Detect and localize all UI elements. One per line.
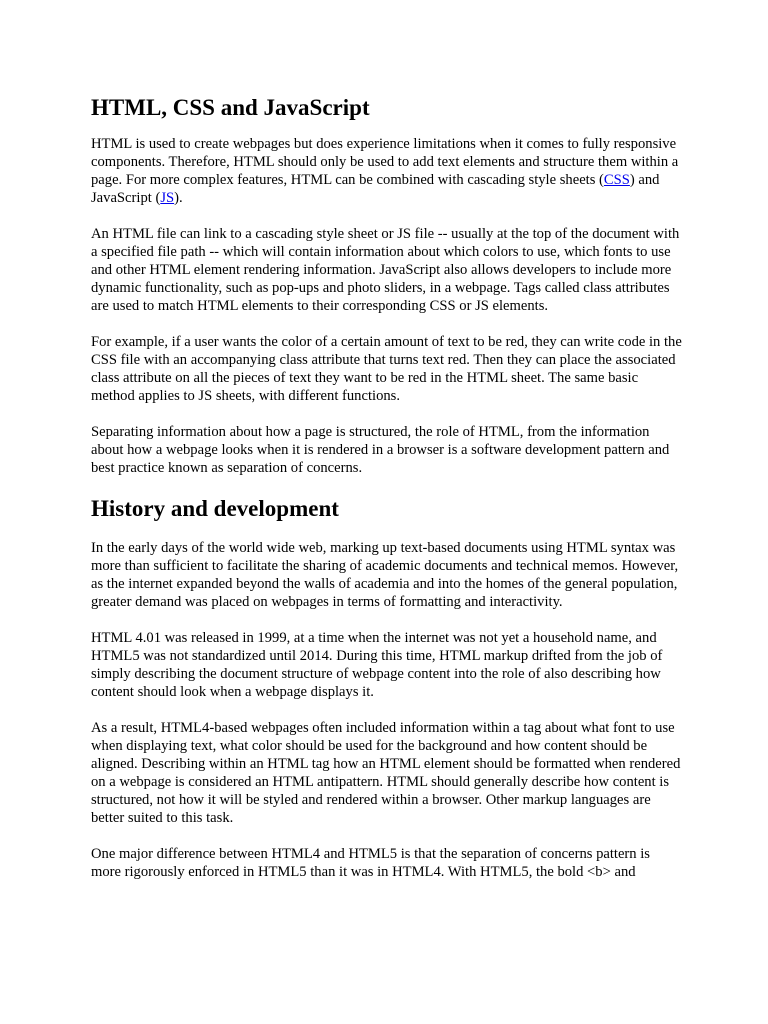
paragraph-early-web: In the early days of the world wide web, marking up text-based documents using HTML syntax was more than sufficient to facilitate the sharing of academic documents and technical memos. However, as the internet expanded beyond the walls of academia and into the homes of the general population, greater demand was placed on webpages in terms of formatting and interactivity.	[91, 540, 679, 610]
paragraph-text: ) and JavaScript (	[91, 172, 660, 206]
paragraph-text: ).	[174, 190, 183, 206]
section-heading-html-css-js: HTML, CSS and JavaScript	[91, 95, 370, 120]
paragraph-html4-vs-html5: One major difference between HTML4 and HTML5 is that the separation of concerns pattern is more rigorously enforced in HTML5 than it was in HTML4. With HTML5, the bold <b> and	[91, 846, 650, 880]
paragraph-css-example: For example, if a user wants the color of a certain amount of text to be red, they can write code in the CSS file with an accompanying class attribute that turns text red. Then they can place the associated class attribute on all the pieces of text they want to be red in the HTML sheet. The same basic method applies to JS sheets, with different functions.	[91, 334, 682, 404]
paragraph-html401: HTML 4.01 was released in 1999, at a time when the internet was not yet a household name, and HTML5 was not standardized until 2014. During this time, HTML markup drifted from the job of simply describing the document structure of webpage content into the role of also describing how content should look when a webpage displays it.	[91, 630, 663, 700]
js-link[interactable]: JS	[160, 190, 175, 206]
paragraph-separation-of-concerns: Separating information about how a page is structured, the role of HTML, from the information about how a webpage looks when it is rendered in a browser is a software development pattern and best practice known as separation of concerns.	[91, 424, 670, 476]
paragraph-html-limitations	[91, 135, 683, 207]
css-link[interactable]: CSS	[603, 172, 630, 188]
section-heading-history: History and development	[91, 496, 339, 521]
paragraph-html4-antipattern: As a result, HTML4-based webpages often included information within a tag about what font to use when displaying text, what color should be used for the background and how content should be aligned. Describing within an HTML tag how an HTML element should be formatted when rendered on a webpage is considered an HTML antipattern. HTML should generally describe how content is structured, not how it will be styled and rendered within a browser. Other markup languages are better suited to this task.	[91, 720, 681, 826]
paragraph-html-file-linking: An HTML file can link to a cascading style sheet or JS file -- usually at the top of the document with a specified file path -- which will contain information about which colors to use, which fonts to use and other HTML element rendering information. JavaScript also allows developers to include more dynamic functionality, such as pop-ups and photo sliders, in a webpage. Tags called class attributes are used to match HTML elements to their corresponding CSS or JS elements.	[91, 226, 680, 314]
document-page	[91, 94, 683, 899]
paragraph-text: HTML is used to create webpages but does experience limitations when it comes to fully responsive components. Therefore, HTML should only be used to add text elements and structure them within a page. For more complex features, HTML can be combined with cascading style sheets (	[91, 136, 679, 188]
